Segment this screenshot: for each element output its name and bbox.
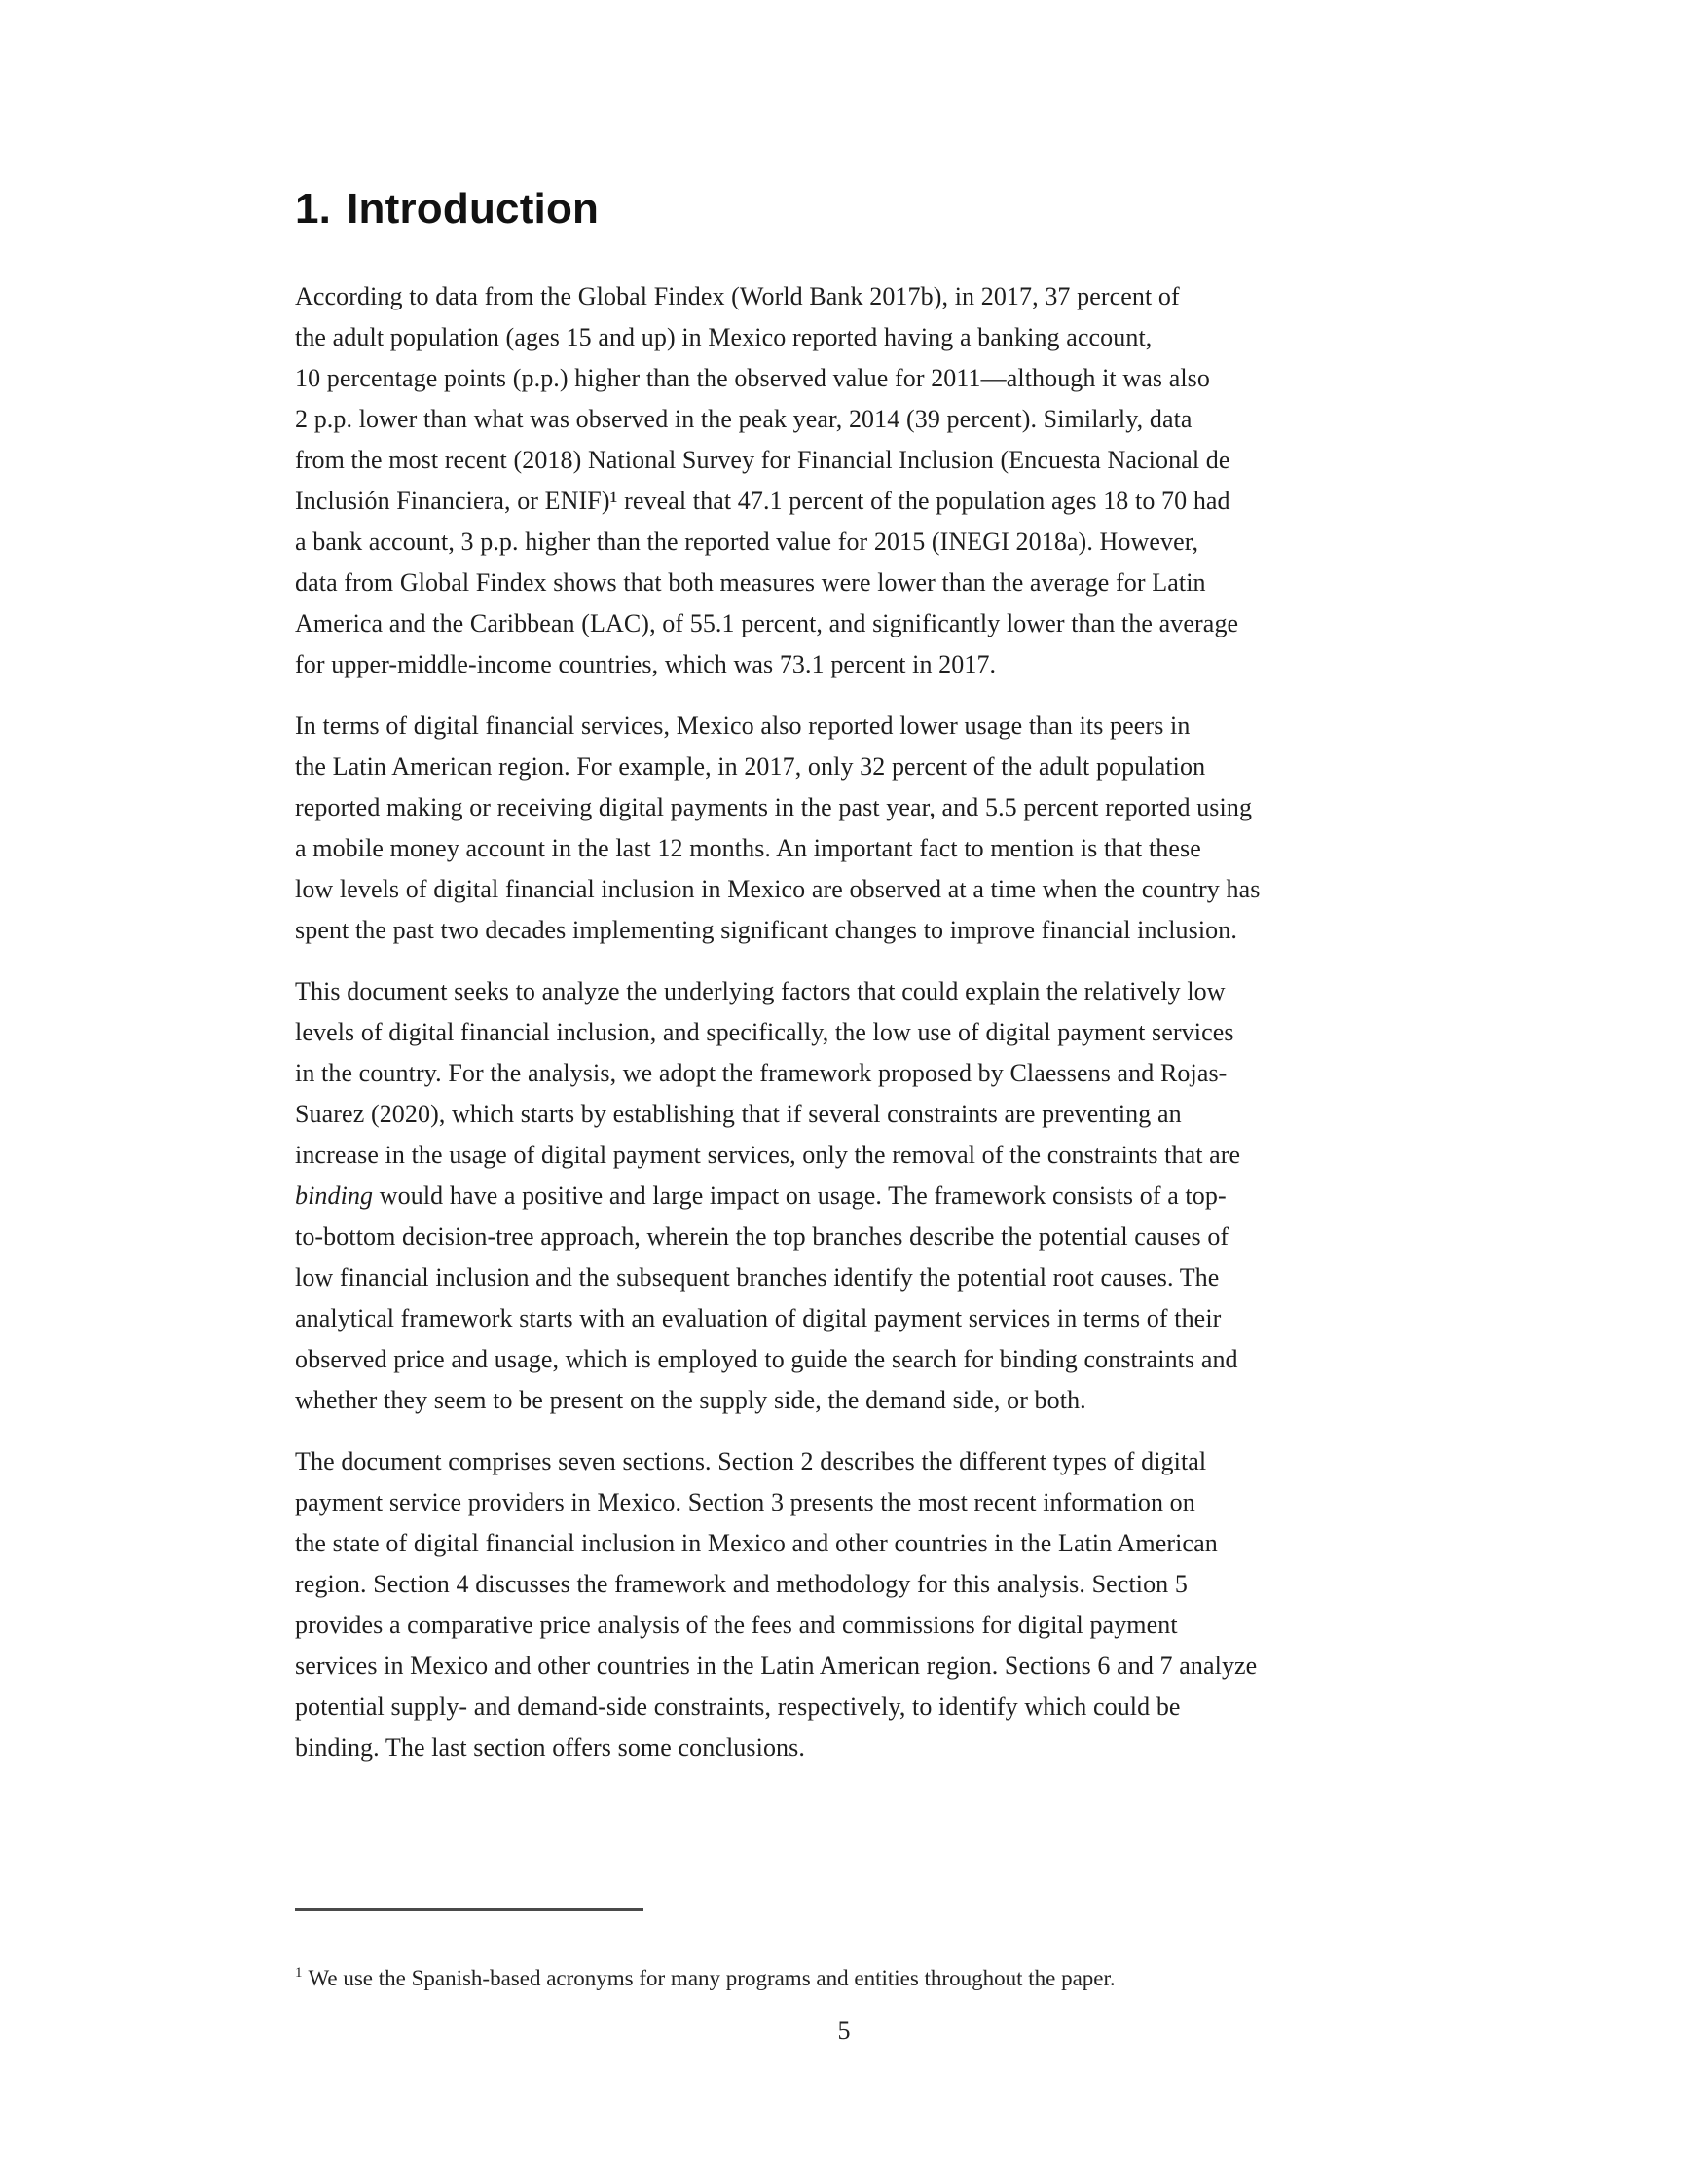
text-line: to-bottom decision-tree approach, wherein the top branches describe the potential causes of [295, 1222, 1229, 1251]
text-line: Inclusión Financiera, or ENIF)¹ reveal that 47.1 percent of the population ages 18 to 70 had [295, 487, 1230, 515]
text-line: potential supply- and demand-side constraints, respectively, to identify which could be [295, 1693, 1181, 1721]
text-line: for upper-middle-income countries, which was 73.1 percent in 2017. [295, 650, 997, 678]
paragraph [295, 276, 1560, 685]
text-line: spent the past two decades implementing significant changes to improve financial inclusion. [295, 916, 1237, 944]
section-title: Introduction [347, 185, 600, 233]
text-line: data from Global Findex shows that both measures were lower than the average for Latin [295, 568, 1206, 597]
text-line: levels of digital financial inclusion, and specifically, the low use of digital payment services [295, 1018, 1234, 1046]
page-number: 5 [837, 2017, 851, 2045]
paragraph [295, 706, 1560, 951]
footnote-separator-rule [295, 1908, 643, 1911]
text-line: the Latin American region. For example, in 2017, only 32 percent of the adult population [295, 752, 1206, 781]
text-line: America and the Caribbean (LAC), of 55.1 percent, and significantly lower than the average [295, 609, 1239, 637]
text-line: increase in the usage of digital payment services, only the removal of the constraints that are [295, 1141, 1241, 1169]
text-line: binding. The last section offers some conclusions. [295, 1733, 805, 1762]
text-line: binding would have a positive and large impact on usage. The framework consists of a top- [295, 1182, 1227, 1210]
text-line: provides a comparative price analysis of the fees and commissions for digital payment [295, 1611, 1178, 1639]
footnote-marker: 1 [295, 1965, 303, 1982]
section-heading [295, 185, 599, 234]
section-number: 1. [295, 185, 332, 233]
text-line: from the most recent (2018) National Survey for Financial Inclusion (Encuesta Nacional de [295, 446, 1230, 474]
text-line: the state of digital financial inclusion in Mexico and other countries in the Latin American [295, 1529, 1218, 1557]
body-text [295, 276, 1560, 1789]
text-line: In terms of digital financial services, Mexico also reported lower usage than its peers in [295, 711, 1191, 740]
text-line: in the country. For the analysis, we adopt the framework proposed by Claessens and Rojas- [295, 1059, 1228, 1087]
text-line: 10 percentage points (p.p.) higher than the observed value for 2011—although it was also [295, 364, 1210, 392]
text-line: reported making or receiving digital payments in the past year, and 5.5 percent reported using [295, 793, 1253, 821]
text-line: Suarez (2020), which starts by establishing that if several constraints are preventing an [295, 1100, 1182, 1128]
text-line: payment service providers in Mexico. Section 3 presents the most recent information on [295, 1488, 1195, 1516]
text-line: services in Mexico and other countries in the Latin American region. Sections 6 and 7 analyze [295, 1652, 1258, 1680]
text-line: According to data from the Global Findex (World Bank 2017b), in 2017, 37 percent of [295, 282, 1180, 310]
text-line: The document comprises seven sections. Section 2 describes the different types of digital [295, 1447, 1207, 1475]
text-line: the adult population (ages 15 and up) in Mexico reported having a banking account, [295, 323, 1153, 351]
paragraph [295, 1441, 1560, 1768]
paragraph [295, 971, 1560, 1421]
text-line: observed price and usage, which is employed to guide the search for binding constraints and [295, 1345, 1238, 1373]
footnote-text: We use the Spanish-based acronyms for many programs and entities throughout the paper. [308, 1966, 1116, 1990]
text-line: low levels of digital financial inclusion in Mexico are observed at a time when the country has [295, 875, 1261, 903]
text-line: whether they seem to be present on the supply side, the demand side, or both. [295, 1386, 1086, 1414]
text-line: region. Section 4 discusses the framework and methodology for this analysis. Section 5 [295, 1570, 1188, 1598]
text-line: a bank account, 3 p.p. higher than the reported value for 2015 (INEGI 2018a). However, [295, 528, 1199, 556]
text-line: low financial inclusion and the subsequent branches identify the potential root causes. The [295, 1263, 1220, 1292]
footnote [295, 1964, 1560, 1993]
text-line: This document seeks to analyze the underlying factors that could explain the relatively low [295, 977, 1226, 1005]
text-line: a mobile money account in the last 12 months. An important fact to mention is that these [295, 834, 1201, 862]
text-line: 2 p.p. lower than what was observed in the peak year, 2014 (39 percent). Similarly, data [295, 405, 1193, 433]
text-line: analytical framework starts with an evaluation of digital payment services in terms of their [295, 1304, 1222, 1332]
